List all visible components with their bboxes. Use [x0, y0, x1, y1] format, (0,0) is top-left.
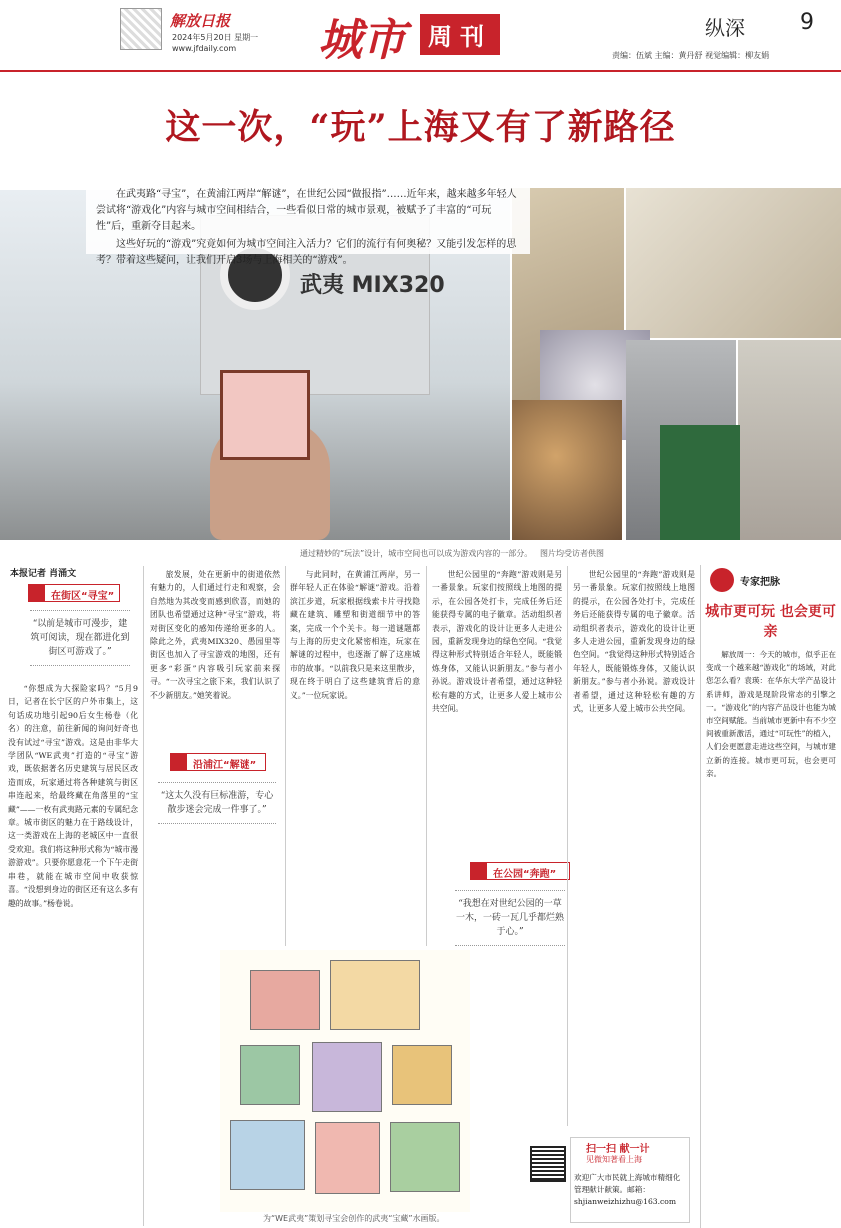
pull-quote: “这太久没有巨标准游，专心散步迷会完成一件事了。”: [158, 782, 276, 824]
editor-credits: 责编：伍斌 主编：黄丹舒 视觉编辑：柳友娟: [612, 51, 770, 60]
column-divider: [426, 566, 427, 946]
page-title: 这一次，“玩”上海又有了新路径: [165, 107, 676, 148]
expert-icon: [710, 568, 734, 592]
subhead-treasure: [28, 584, 120, 602]
body-column: [573, 568, 695, 715]
park-photo: [660, 425, 740, 540]
art-building: [230, 1120, 305, 1190]
column-divider: [567, 566, 568, 1126]
section-city-title: 城市: [318, 15, 406, 66]
website: www.jfdaily.com: [172, 44, 237, 53]
subhead-text: 在街区“寻宝”: [51, 591, 115, 602]
subhead-marker-icon: [171, 754, 187, 770]
body-paragraph: 世纪公园里的“奔跑”游戏则是另一番景象。玩家们按照线上地图的提示，在公园各处打卡，完成任务后还能获得专属的电子徽章。活动组织者表示，游戏化的设计让更多人走进公园，重新发现身边的绿色空间。“我觉得这种形式特别适合年轻人，既能锻炼身体，又能认识新朋友。”参与者小孙说。游戏设计者希望，通过这种轻松有趣的方式，让更多人爱上城市公共空间。: [432, 570, 562, 714]
body-paragraph: 旅发展，处在更新中的街道依然有魅力的，人们通过行走和观察，会自然地为其改变而感到欣喜，而她的团队也希望通过这种“寻宝”游戏，将对街区变化的感知传递给更多的人。除此之外，武夷MIX320、愚园里等街区也加入了寻宝游戏的地图，还有更多“彩蛋”内容吸引玩家前来探寻。“一次寻宝之旅下来，我们认识了不少新朋友。”她笑着说。: [150, 570, 280, 700]
body-column: [150, 568, 280, 702]
art-building: [390, 1122, 460, 1192]
art-building: [240, 1045, 300, 1105]
body-paragraph: 与此同时，在黄浦江两岸，另一群年轻人正在体验“解谜”游戏。沿着滨江步道，玩家根据线索卡片寻找隐藏在建筑、雕塑和街道细节中的答案，完成一个个关卡。每一道谜题都与上海的历史文化紧密相连，玩家在解谜的过程中，也逐渐了解了这座城市的故事。“以前我只是来这里散步，现在终于明白了这些建筑背后的意义。”一位玩家说。: [290, 570, 420, 700]
puzzle-book-photo: [626, 188, 841, 338]
subhead-run: [470, 862, 570, 880]
intro-lede: [96, 187, 526, 271]
body-column: [8, 682, 138, 910]
subhead-text: 沿浦江“解谜”: [193, 760, 257, 771]
art-building: [392, 1045, 452, 1105]
expert-body: [706, 648, 836, 780]
intro-paragraph: 在武夷路“寻宝”，在黄浦江两岸“解谜”，在世纪公园“做报指”……近年来，越来越多年轻人尝试将“游戏化”内容与城市空间相结合，一些看似日常的城市景观，被赋予了丰富的“可玩性”后，重新夺目起来。: [96, 189, 517, 232]
byline: 本报记者 肖涌文: [10, 569, 77, 579]
qr-code-icon: [530, 1146, 566, 1182]
section-weekly-badge: 周刊: [420, 14, 500, 55]
page-number: 9: [800, 10, 814, 35]
subhead-puzzle: [170, 753, 266, 771]
body-column: [432, 568, 562, 715]
body-column: [290, 568, 420, 702]
art-building: [315, 1122, 380, 1194]
section-name: 纵深: [705, 16, 745, 40]
expert-column-title: 专家把脉: [740, 577, 780, 588]
dateline: 2024年5月20日 星期一: [172, 33, 259, 42]
treasure-art: [220, 950, 470, 1212]
expert-title: 城市更可玩 也会更可亲: [705, 604, 836, 640]
photo-caption: 通过精妙的“玩法”设计，城市空间也可以成为游戏内容的一部分。: [300, 549, 533, 558]
qr-logo-icon: [120, 8, 162, 50]
treasure-card-photo: [220, 370, 310, 460]
promo-title: 扫一扫 献一计: [586, 1144, 650, 1155]
art-building: [312, 1042, 382, 1112]
promo-text: 欢迎广大市民就上海城市精细化管理献计献策。邮箱：shjianweizhizhu@163.com: [574, 1173, 681, 1206]
subhead-text: 在公园“奔跑”: [493, 869, 557, 880]
body-paragraph: “你想成为大探险家吗？”5月9日，记者在长宁区的户外市集上，这句话成功地引起90后女生杨卷（化名）的注意，前往新闻的询问好奇也没有试过“寻宝”游戏。这是由非华大学团队“WE武夷”打造的“寻宝”游戏，既依据著名历史建筑与居民区改造而成，玩家通过将各种建筑与街区串连起来，给最终藏在角落里的“宝藏”——一枚有武夷路元素的专属纪念章。城市街区的魅力在于路线设计，这一类游戏在上海的老城区中一直很受欢迎。我们将这种形式称为“城市漫游游戏”。只要你愿意花一个下午走街串巷，就能在城市空间中收获惊喜。“没想到身边的街区还有这么多有趣的故事。”杨卷说。: [8, 684, 138, 908]
art-building: [250, 970, 320, 1030]
subhead-marker-icon: [29, 585, 45, 601]
promo-subtitle: 见微知著看上海: [586, 1155, 642, 1164]
expert-paragraph: 解放周一：今天的城市，似乎正在变成一个越来越“游戏化”的场域，对此您怎么看？袁瑛：在华东大学产品设计系讲师，游戏是现阶段常态的引擎之一。“游戏化”的内容产品设计也能为城市空间赋能。当前城市更新中有不少空间被重新激活，通过“可玩性”的植入，人们会更愿意走进这些空间，与城市建立新的连接。城市更可玩，也会更可亲。: [706, 650, 836, 778]
art-building: [330, 960, 420, 1030]
subhead-marker-icon: [471, 863, 487, 879]
intro-paragraph: 这些好玩的“游戏”究竟如何为城市空间注入活力？它们的流行有何奥秘？又能引发怎样的思考？带着这些疑问，让我们开启3场与上海相关的“游戏”。: [96, 239, 517, 266]
photo-credit: 图片均受访者供图: [540, 549, 604, 558]
column-divider: [285, 566, 286, 946]
pull-quote: “我想在对世纪公园的一草一木，一砖一瓦几乎都烂熟于心。”: [455, 890, 565, 946]
pull-quote: “以前是城市可漫步，建筑可阅读，现在都进化到街区可游戏了。”: [30, 610, 130, 666]
column-divider: [143, 566, 144, 1226]
body-paragraph: 世纪公园里的“奔跑”游戏则是另一番景象。玩家们按照线上地图的提示，在公园各处打卡，完成任务后还能获得专属的电子徽章。活动组织者表示，游戏化的设计让更多人走进公园，重新发现身边的绿色空间。“我觉得这种形式特别适合年轻人，既能锻炼身体，又能认识新朋友。”参与者小孙说。游戏设计者希望，通过这种轻松有趣的方式，让更多人爱上城市公共空间。: [573, 570, 695, 714]
map-photo: [738, 340, 841, 540]
art-caption: 为“WE武夷”策划寻宝会创作的武夷“宝藏”水画版。: [263, 1214, 445, 1223]
building-sign-text: 武夷 MIX320: [300, 273, 445, 298]
masthead: 解放日报: [170, 12, 231, 30]
painted-stones-photo: [512, 400, 622, 540]
